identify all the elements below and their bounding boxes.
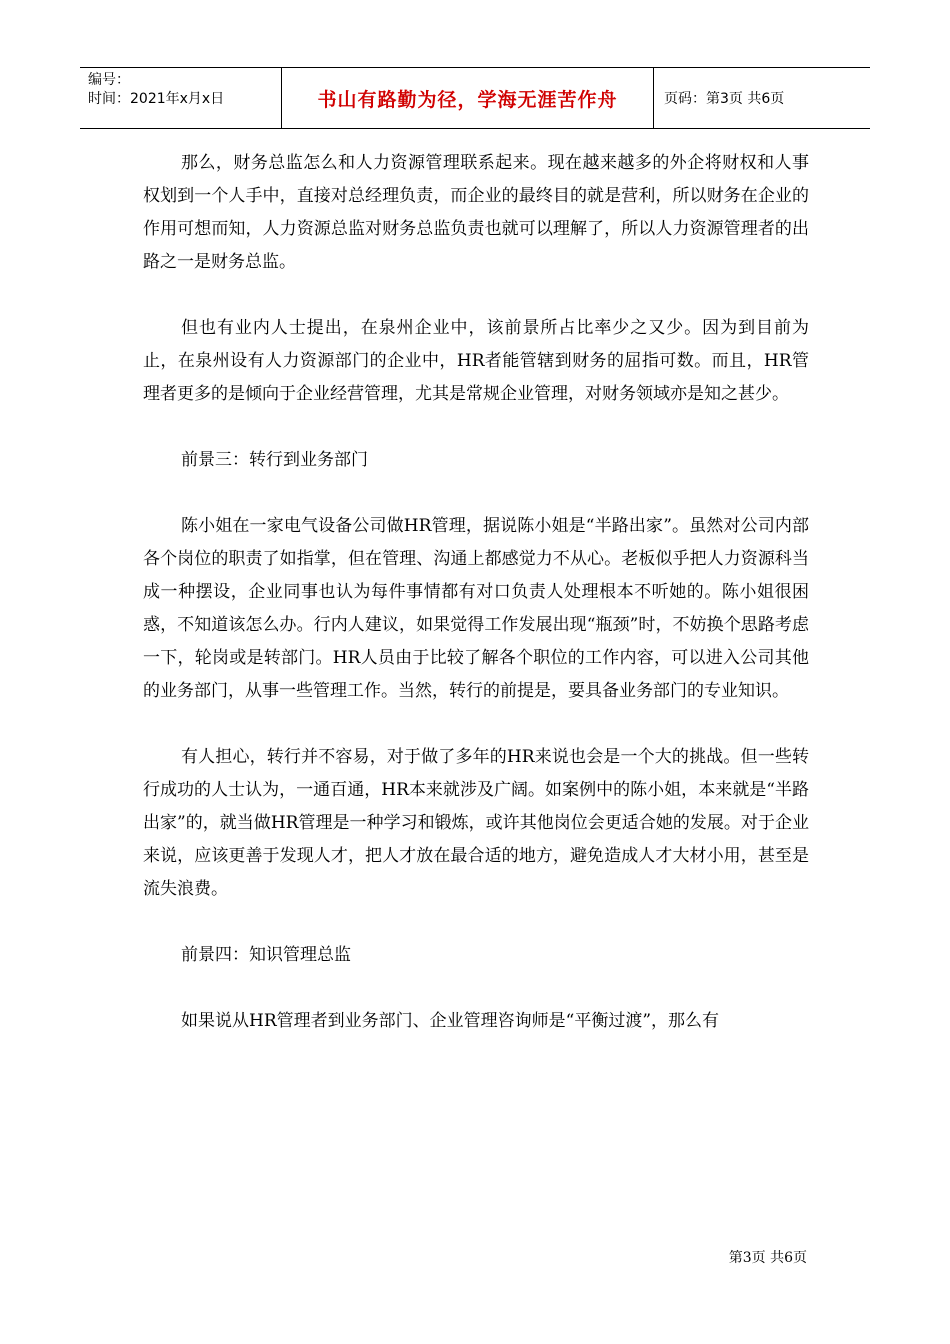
- paragraph: 陈小姐在一家电气设备公司做HR管理，据说陈小姐是“半路出家”。虽然对公司内部各个岗位的职责了如指掌，但在管理、沟通上都感觉力不从心。老板似乎把人力资源科当成一种摆设，企业同事也认为每件事情都有对口负责人处理根本不听她的。陈小姐很困惑，不知道该怎么办。行内人建议，如果觉得工作发展出现“瓶颈”时，不妨换个思路考虑一下，轮岗或是转部门。HR人员由于比较了解各个职位的工作内容，可以进入公司其他的业务部门，从事一些管理工作。当然，转行的前提是，要具备业务部门的专业知识。: [143, 516, 809, 701]
- paragraph: 如果说从HR管理者到业务部门、企业管理咨询师是“平衡过渡”，那么有: [181, 1011, 720, 1031]
- page-footer: 第3页 共6页: [728, 1250, 807, 1266]
- page-header: [80, 67, 870, 129]
- document-body: [143, 147, 809, 1071]
- paragraph: 但也有业内人士提出，在泉州企业中，该前景所占比率少之又少。因为到目前为止，在泉州设有人力资源部门的企业中，HR者能管辖到财务的屈指可数。而且，HR管理者更多的是倾向于企业经营管理，尤其是常规企业管理，对财务领域亦是知之甚少。: [143, 318, 809, 404]
- number-label: 编号：: [88, 72, 130, 88]
- section-heading: 前景三：转行到业务部门: [181, 450, 368, 470]
- header-page-label: 页码：第3页 共6页: [664, 91, 785, 107]
- paragraph: 那么，财务总监怎么和人力资源管理联系起来。现在越来越多的外企将财权和人事权划到一个人手中，直接对总经理负责，而企业的最终目的就是营利，所以财务在企业的作用可想而知，人力资源总监对财务总监负责也就可以理解了，所以人力资源管理者的出路之一是财务总监。: [143, 153, 809, 272]
- header-motto: 书山有路勤为径，学海无涯苦作舟: [282, 68, 654, 128]
- section-heading: 前景四：知识管理总监: [181, 945, 351, 965]
- time-label: 时间：2021年x月x日: [88, 91, 225, 107]
- header-meta: [80, 68, 282, 128]
- paragraph: 有人担心，转行并不容易，对于做了多年的HR来说也会是一个大的挑战。但一些转行成功的人士认为，一通百通，HR本来就涉及广阔。如案例中的陈小姐，本来就是“半路出家”的，就当做HR管理是一种学习和锻炼，或许其他岗位会更适合她的发展。对于企业来说，应该更善于发现人才，把人才放在最合适的地方，避免造成人才大材小用，甚至是流失浪费。: [143, 747, 809, 899]
